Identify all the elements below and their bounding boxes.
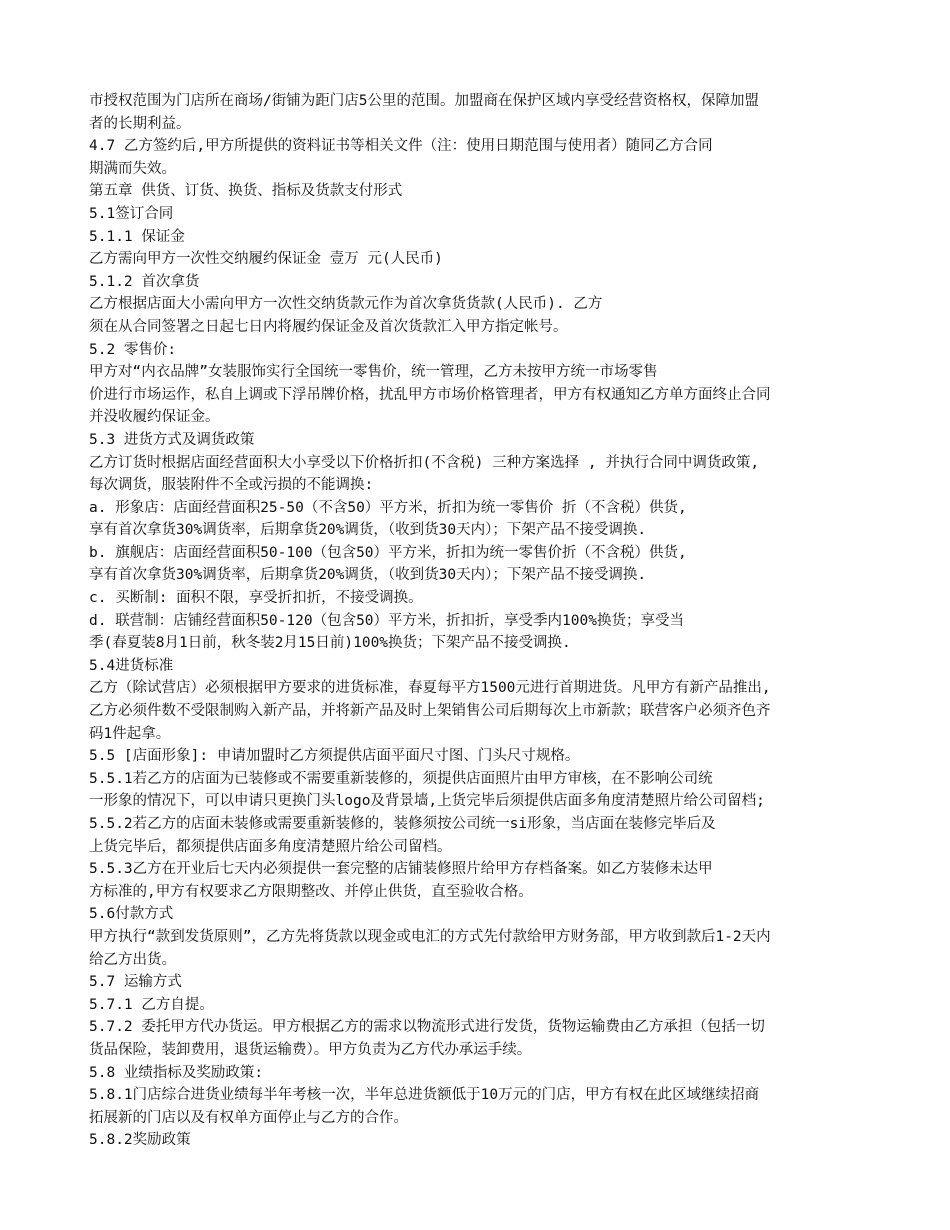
text-line: 价进行市场运作，私自上调或下浮吊牌价格，扰乱甲方市场价格管理者，甲方有权通知乙方单方面终止合同	[89, 386, 771, 403]
text-line: 方标准的,甲方有权要求乙方限期整改、并停止供货，直至验收合格。	[89, 883, 533, 900]
text-line: 上货完毕后，都须提供店面多角度清楚照片给公司留档。	[89, 838, 452, 855]
text-line: 货品保险，装卸费用，退货运输费）。甲方负责为乙方代办承运手续。	[89, 1041, 532, 1058]
text-line: 5.5 [店面形象]: 申请加盟时乙方须提供店面平面尺寸图、门头尺寸规格。	[89, 748, 580, 765]
text-line: 5.8.2奖励政策	[89, 1132, 191, 1149]
text-line: 5.1.2 首次拿货	[89, 273, 200, 290]
text-line: 并没收履约保证金。	[89, 409, 220, 426]
text-line: c. 买断制: 面积不限，享受折扣折，不接受调换。	[89, 590, 423, 607]
text-line: 5.1签订合同	[89, 205, 174, 222]
text-line: 乙方（除试营店）必须根据甲方要求的进货标准，春夏每平方1500元进行首期进货。凡甲方有新产品推出,	[89, 680, 771, 697]
text-line: 享有首次拿货30%调货率，后期拿货20%调货，（收到货30天内）；下架产品不接受调换.	[89, 522, 647, 539]
text-line: 者的长期利益。	[89, 115, 191, 132]
document-body	[89, 90, 889, 1152]
text-line: 市授权范围为门店所在商场/街铺为距门店5公里的范围。加盟商在保护区域内享受经营资格权，保障加盟	[89, 93, 759, 109]
text-line: 给乙方出货。	[89, 951, 176, 968]
text-line: 拓展新的门店以及有权单方面停止与乙方的合作。	[89, 1109, 408, 1126]
text-line: 季(春夏装8月1日前，秋冬装2月15日前)100%换货；下架产品不接受调换.	[89, 635, 571, 652]
text-line: 乙方订货时根据店面经营面积大小享受以下价格折扣(不含税) 三种方案选择 , 并执行合同中调货政策,	[89, 454, 760, 471]
text-line: 乙方必须件数不受限制购入新产品，并将新产品及时上架销售公司后期每次上市新款；联营客户必须齐色齐	[89, 703, 771, 720]
text-line: 5.6付款方式	[89, 906, 174, 923]
text-line: 乙方根据店面大小需向甲方一次性交纳货款元作为首次拿货货款(人民币). 乙方	[89, 296, 603, 313]
text-line: 5.3 进货方式及调货政策	[89, 431, 255, 448]
text-line: 5.5.2若乙方的店面未装修或需要重新装修的，装修须按公司统一si形象，当店面在装修完毕后及	[89, 816, 716, 832]
text-line: 5.7.2 委托甲方代办货运。甲方根据乙方的需求以物流形式进行发货，货物运输费由乙方承担（包括一切	[89, 1019, 765, 1036]
text-line: 一形象的情况下，可以申请只更换门头logo及背景墙,上货完毕后须提供店面多角度清楚照片给公司留档;	[89, 793, 765, 810]
text-line: 甲方对“内衣品牌”女装服饰实行全国统一零售价，统一管理，乙方未按甲方统一市场零售	[89, 364, 658, 381]
text-line: 码1件起拿。	[89, 725, 171, 742]
text-line: 乙方需向甲方一次性交纳履约保证金 壹万 元(人民币)	[89, 251, 443, 268]
text-line: b. 旗舰店：店面经营面积50-100（包含50）平方米，折扣为统一零售价折（不含税）供货,	[89, 544, 687, 561]
text-line: 每次调货，服装附件不全或污损的不能调换:	[89, 477, 374, 494]
text-line: a. 形象店：店面经营面积25-50（不含50）平方米，折扣为统一零售价 折（不含税）供货,	[89, 499, 687, 516]
text-line: 5.7.1 乙方自提。	[89, 996, 214, 1013]
text-line: 享有首次拿货30%调货率，后期拿货20%调货，（收到货30天内）；下架产品不接受调换.	[89, 567, 647, 584]
text-line: 5.4进货标准	[89, 657, 174, 674]
text-line: 5.5.1若乙方的店面为已装修或不需要重新装修的，须提供店面照片由甲方审核，在不影响公司统	[89, 770, 713, 787]
text-line: d. 联营制：店铺经营面积50-120（包含50）平方米，折扣折，享受季内100%换货；享受当	[89, 612, 684, 629]
text-line: 5.7 运输方式	[89, 974, 182, 991]
text-line: 5.2 零售价:	[89, 341, 177, 358]
text-line: 5.8 业绩指标及奖励政策:	[89, 1064, 264, 1081]
text-line: 4.7 乙方签约后,甲方所提供的资料证书等相关文件（注：使用日期范围与使用者）随同乙方合同	[89, 138, 713, 155]
text-line: 5.1.1 保证金	[89, 228, 185, 245]
text-line: 5.8.1门店综合进货业绩每半年考核一次，半年总进货额低于10万元的门店，甲方有权在此区域继续招商	[89, 1087, 760, 1104]
text-line: 须在从合同签署之日起七日内将履约保证金及首次货款汇入甲方指定帐号。	[89, 318, 568, 335]
text-line: 5.5.3乙方在开业后七天内必须提供一套完整的店铺装修照片给甲方存档备案。如乙方装修未达甲	[89, 861, 713, 878]
text-line: 第五章 供货、订货、换货、指标及货款支付形式	[89, 183, 403, 200]
text-line: 期满而失效。	[89, 160, 176, 177]
text-line: 甲方执行“款到发货原则”，乙方先将货款以现金或电汇的方式先付款给甲方财务部，甲方收到款后1-2天内	[89, 928, 771, 945]
